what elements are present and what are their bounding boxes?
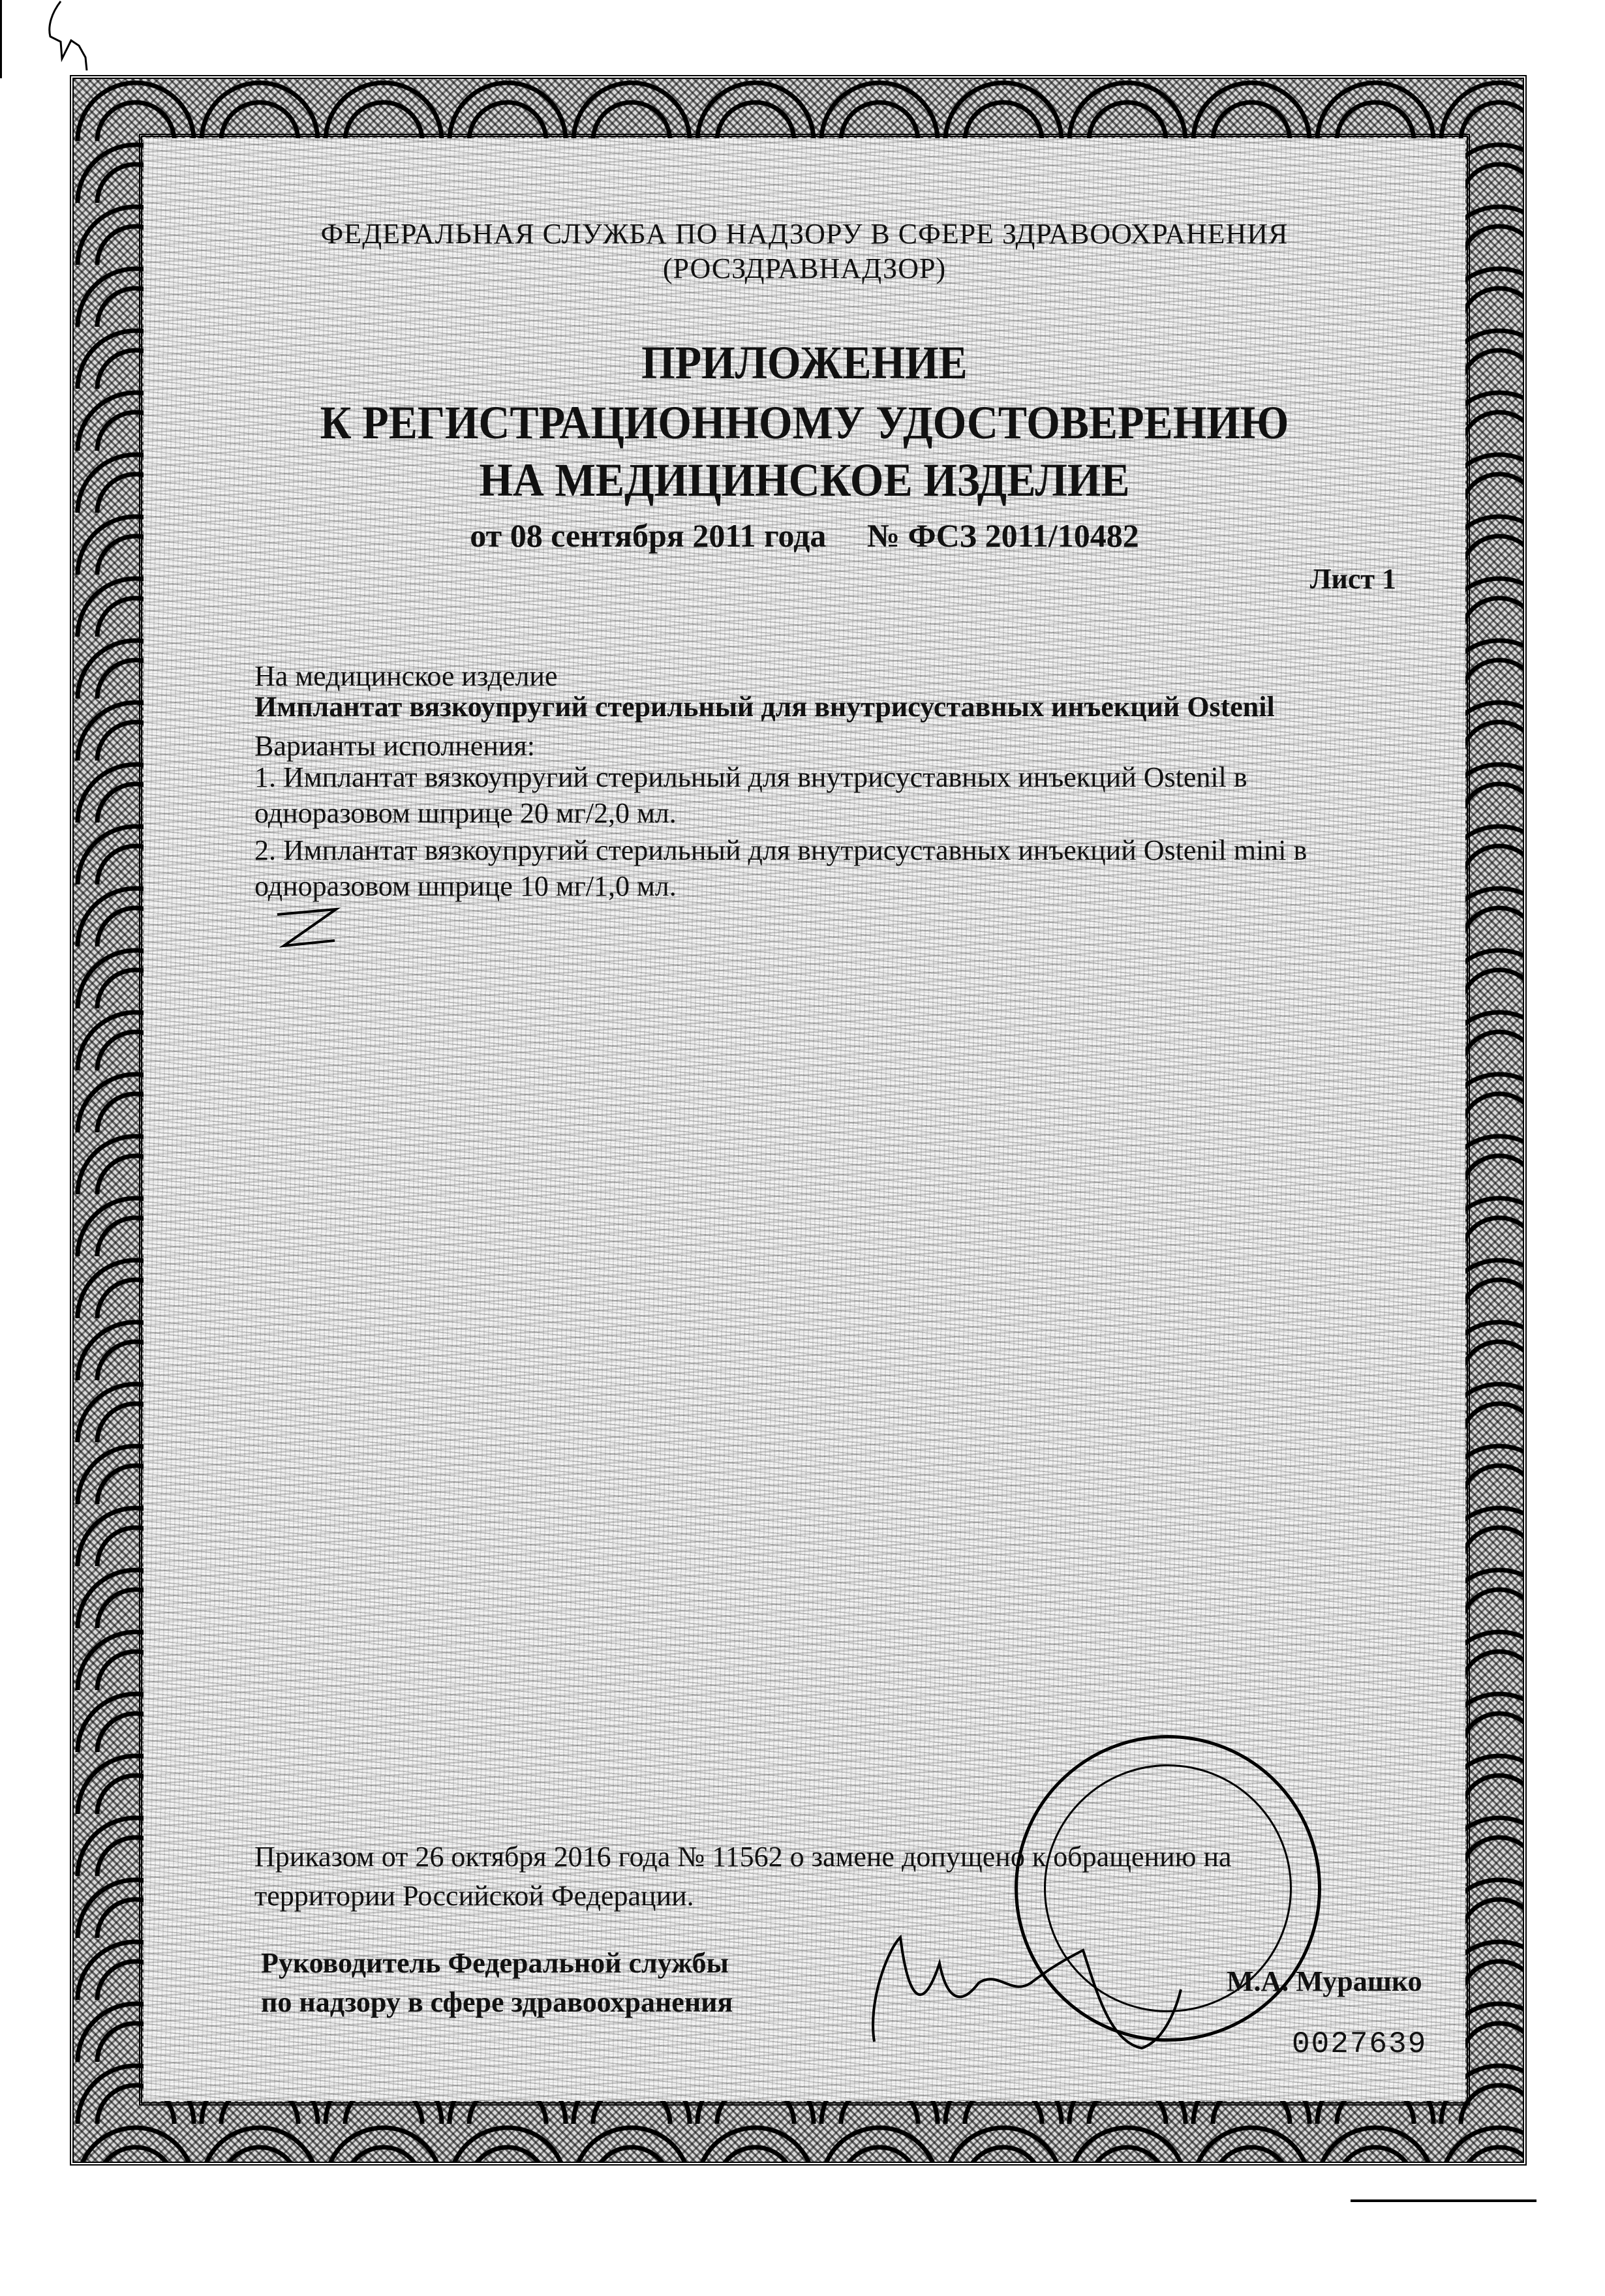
- order-line2: территории Российской Федерации.: [254, 1880, 694, 1912]
- agency-abbreviation: (РОСЗДРАВНАДЗОР): [662, 252, 947, 284]
- variant-1-line1: 1. Имплантат вязкоупругий стерильный для внутрисуставных инъекций Ostenil в: [254, 761, 1247, 793]
- variants-heading: Варианты исполнения:: [254, 730, 535, 762]
- product-name: Имплантат вязкоупругий стерильный для внутрисуставных инъекций Ostenil: [254, 691, 1275, 723]
- registration-date-number: [144, 517, 1465, 554]
- signatory-name: М.А. Мурашко: [1227, 1965, 1422, 1997]
- signatory-title-line2: по надзору в сфере здравоохранения: [261, 1986, 733, 2018]
- variant-2-line1: 2. Имплантат вязкоупругий стерильный для внутрисуставных инъекций Ostenil mini в: [254, 834, 1307, 866]
- agency-name: ФЕДЕРАЛЬНАЯ СЛУЖБА ПО НАДЗОРУ В СФЕРЕ ЗДРАВООХРАНЕНИЯ: [320, 218, 1289, 250]
- form-serial-number: 0027639: [1292, 2027, 1428, 2061]
- handwritten-signature-icon: [848, 1911, 1187, 2061]
- intro-text: На медицинское изделие: [254, 660, 558, 692]
- registration-date: 08 сентября 2011 года: [510, 517, 827, 554]
- variant-2-line2: одноразовом шприце 10 мг/1,0 мл.: [254, 870, 677, 902]
- document-title-line3: НА МЕДИЦИНСКОЕ ИЗДЕЛИЕ: [479, 454, 1130, 506]
- handwritten-corner-mark-icon: [42, 0, 114, 72]
- sheet-number: Лист 1: [1309, 563, 1396, 595]
- order-line1: Приказом от 26 октября 2016 года № 11562 о замене допущено к обращению на: [254, 1841, 1232, 1873]
- date-prefix: от: [470, 517, 502, 554]
- registration-number: ФСЗ 2011/10482: [908, 517, 1139, 554]
- handwritten-z-mark-icon: [271, 907, 343, 959]
- scan-edge-mark: [0, 0, 2, 78]
- document-title-line2: К РЕГИСТРАЦИОННОМУ УДОСТОВЕРЕНИЮ: [320, 397, 1289, 449]
- signatory-title-line1: Руководитель Федеральной службы: [261, 1947, 729, 1979]
- variant-1-line2: одноразовом шприце 20 мг/2,0 мл.: [254, 797, 677, 829]
- document-title-line1: ПРИЛОЖЕНИЕ: [641, 337, 968, 389]
- number-prefix: №: [866, 517, 900, 554]
- scan-footer-line: [1351, 2199, 1536, 2202]
